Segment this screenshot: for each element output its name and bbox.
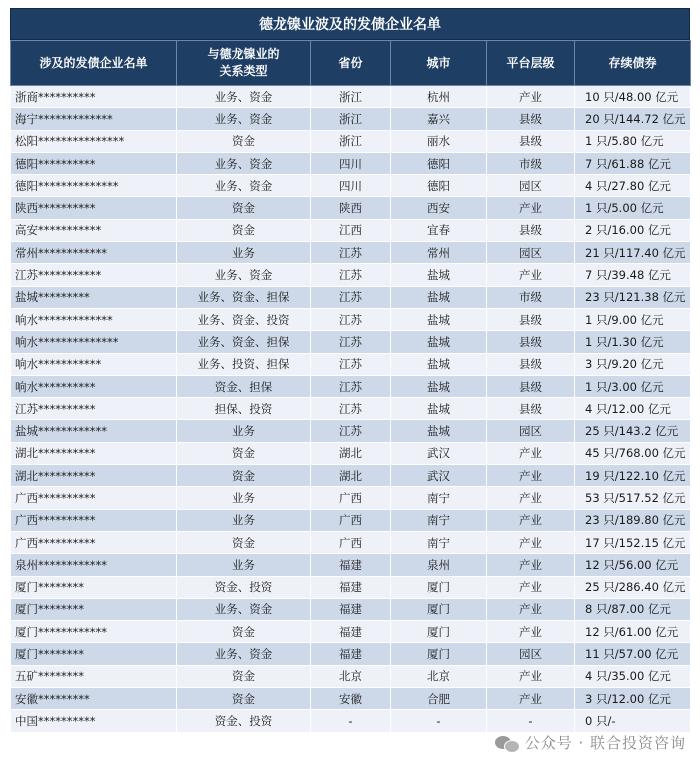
table-row	[11, 398, 691, 420]
province-cell: 江苏	[311, 375, 391, 397]
relation-type-cell: 资金	[177, 197, 311, 219]
relation-type-cell: 资金、投资	[177, 710, 311, 732]
watermark	[495, 732, 686, 753]
table-row	[11, 264, 691, 286]
platform-level-cell: 县级	[487, 398, 575, 420]
relation-type-cell: 业务、资金	[177, 175, 311, 197]
relation-type-cell: 业务、资金	[177, 643, 311, 665]
outstanding-bonds-cell: 12 只/56.00 亿元	[575, 554, 691, 576]
province-cell: 福建	[311, 643, 391, 665]
relation-type-cell: 资金	[177, 219, 311, 241]
issuer-name-cell: 常州************	[11, 242, 177, 264]
issuer-name-cell: 泉州************	[11, 554, 177, 576]
outstanding-bonds-cell: 4 只/27.80 亿元	[575, 175, 691, 197]
outstanding-bonds-cell: 1 只/5.00 亿元	[575, 197, 691, 219]
outstanding-bonds-cell: 1 只/9.00 亿元	[575, 308, 691, 330]
bond-issuer-table-container	[10, 8, 690, 733]
table-row	[11, 621, 691, 643]
issuer-name-cell: 德阳**************	[11, 175, 177, 197]
province-cell: 湖北	[311, 465, 391, 487]
city-cell: 盐城	[391, 264, 487, 286]
province-cell: 江苏	[311, 264, 391, 286]
platform-level-cell: 产业	[487, 465, 575, 487]
outstanding-bonds-cell: 2 只/16.00 亿元	[575, 219, 691, 241]
issuer-name-cell: 响水*************	[11, 308, 177, 330]
table-row	[11, 665, 691, 687]
relation-type-cell: 资金	[177, 621, 311, 643]
relation-type-cell: 业务	[177, 242, 311, 264]
watermark-text: 公众号 · 联合投资咨询	[524, 734, 686, 752]
platform-level-cell: 产业	[487, 487, 575, 509]
table-row	[11, 509, 691, 531]
issuer-name-cell: 厦门********	[11, 643, 177, 665]
col-province-header: 省份	[311, 41, 391, 86]
issuer-name-cell: 高安***********	[11, 219, 177, 241]
issuer-name-cell: 盐城************	[11, 420, 177, 442]
issuer-name-cell: 厦门********	[11, 598, 177, 620]
city-cell: 厦门	[391, 621, 487, 643]
city-cell: 德阳	[391, 175, 487, 197]
outstanding-bonds-cell: 3 只/12.00 亿元	[575, 688, 691, 710]
platform-level-cell: 产业	[487, 576, 575, 598]
issuer-name-cell: 广西**********	[11, 531, 177, 553]
city-cell: 武汉	[391, 442, 487, 464]
city-cell: 嘉兴	[391, 108, 487, 130]
province-cell: 浙江	[311, 108, 391, 130]
table-row	[11, 710, 691, 732]
relation-type-cell: 业务、资金、担保	[177, 286, 311, 308]
issuer-name-cell: 响水**************	[11, 331, 177, 353]
table-row	[11, 308, 691, 330]
issuer-name-cell: 厦门************	[11, 621, 177, 643]
city-cell: 厦门	[391, 598, 487, 620]
city-cell: 南宁	[391, 509, 487, 531]
col-outstanding-bonds-header: 存续债券	[575, 41, 691, 86]
relation-type-cell: 资金、担保	[177, 375, 311, 397]
table-row	[11, 465, 691, 487]
province-cell: 广西	[311, 487, 391, 509]
province-cell: 江苏	[311, 286, 391, 308]
province-cell: 福建	[311, 598, 391, 620]
platform-level-cell: 县级	[487, 375, 575, 397]
city-cell: 盐城	[391, 308, 487, 330]
issuer-name-cell: 松阳***************	[11, 130, 177, 152]
table-row	[11, 130, 691, 152]
platform-level-cell: 县级	[487, 108, 575, 130]
platform-level-cell: 园区	[487, 175, 575, 197]
outstanding-bonds-cell: 17 只/152.15 亿元	[575, 531, 691, 553]
province-cell: 江苏	[311, 353, 391, 375]
platform-level-cell: 市级	[487, 286, 575, 308]
relation-type-cell: 业务	[177, 487, 311, 509]
relation-type-cell: 资金、投资	[177, 576, 311, 598]
province-cell: 江苏	[311, 420, 391, 442]
city-cell: 盐城	[391, 420, 487, 442]
province-cell: 福建	[311, 576, 391, 598]
platform-level-cell: 县级	[487, 308, 575, 330]
city-cell: 丽水	[391, 130, 487, 152]
wechat-icon	[495, 734, 519, 752]
platform-level-cell: 产业	[487, 509, 575, 531]
outstanding-bonds-cell: 1 只/5.80 亿元	[575, 130, 691, 152]
bond-issuer-table	[10, 40, 691, 733]
table-title: 德龙镍业波及的发债企业名单	[10, 8, 690, 40]
platform-level-cell: 产业	[487, 86, 575, 108]
issuer-name-cell: 响水***********	[11, 353, 177, 375]
issuer-name-cell: 江苏**********	[11, 398, 177, 420]
province-cell: 江苏	[311, 308, 391, 330]
relation-type-cell: 业务	[177, 554, 311, 576]
platform-level-cell: 产业	[487, 621, 575, 643]
province-cell: 安徽	[311, 688, 391, 710]
city-cell: 盐城	[391, 331, 487, 353]
issuer-name-cell: 德阳**********	[11, 152, 177, 174]
issuer-name-cell: 五矿********	[11, 665, 177, 687]
province-cell: 福建	[311, 554, 391, 576]
city-cell: 泉州	[391, 554, 487, 576]
platform-level-cell: 产业	[487, 197, 575, 219]
province-cell: 江苏	[311, 242, 391, 264]
issuer-name-cell: 中国**********	[11, 710, 177, 732]
province-cell: 浙江	[311, 86, 391, 108]
city-cell: 德阳	[391, 152, 487, 174]
platform-level-cell: 县级	[487, 219, 575, 241]
city-cell: 宜春	[391, 219, 487, 241]
relation-type-cell: 资金	[177, 688, 311, 710]
platform-level-cell: 产业	[487, 531, 575, 553]
province-cell: -	[311, 710, 391, 732]
province-cell: 江西	[311, 219, 391, 241]
table-row	[11, 175, 691, 197]
relation-type-cell: 业务、资金	[177, 86, 311, 108]
table-row	[11, 286, 691, 308]
platform-level-cell: 产业	[487, 688, 575, 710]
col-platform-level-header: 平台层级	[487, 41, 575, 86]
issuer-name-cell: 湖北**********	[11, 442, 177, 464]
table-row	[11, 86, 691, 108]
outstanding-bonds-cell: 12 只/61.00 亿元	[575, 621, 691, 643]
outstanding-bonds-cell: 25 只/143.2 亿元	[575, 420, 691, 442]
table-body	[11, 86, 691, 733]
outstanding-bonds-cell: 7 只/39.48 亿元	[575, 264, 691, 286]
province-cell: 福建	[311, 621, 391, 643]
table-header	[11, 41, 691, 86]
relation-type-cell: 业务、投资、担保	[177, 353, 311, 375]
city-cell: 常州	[391, 242, 487, 264]
city-cell: 厦门	[391, 576, 487, 598]
table-row	[11, 152, 691, 174]
city-cell: 北京	[391, 665, 487, 687]
relation-type-cell: 资金	[177, 531, 311, 553]
relation-type-cell: 业务、资金	[177, 598, 311, 620]
outstanding-bonds-cell: 7 只/61.88 亿元	[575, 152, 691, 174]
outstanding-bonds-cell: 8 只/87.00 亿元	[575, 598, 691, 620]
platform-level-cell: 园区	[487, 420, 575, 442]
relation-type-cell: 资金	[177, 465, 311, 487]
relation-type-cell: 业务、资金、投资	[177, 308, 311, 330]
table-row	[11, 353, 691, 375]
col-city-header: 城市	[391, 41, 487, 86]
table-row	[11, 643, 691, 665]
table-row	[11, 375, 691, 397]
table-row	[11, 219, 691, 241]
city-cell: -	[391, 710, 487, 732]
relation-type-cell: 业务、资金	[177, 108, 311, 130]
city-cell: 南宁	[391, 487, 487, 509]
platform-level-cell: 园区	[487, 242, 575, 264]
province-cell: 浙江	[311, 130, 391, 152]
outstanding-bonds-cell: 3 只/9.20 亿元	[575, 353, 691, 375]
province-cell: 广西	[311, 531, 391, 553]
outstanding-bonds-cell: 20 只/144.72 亿元	[575, 108, 691, 130]
province-cell: 江苏	[311, 331, 391, 353]
issuer-name-cell: 盐城*********	[11, 286, 177, 308]
relation-type-cell: 资金	[177, 130, 311, 152]
city-cell: 盐城	[391, 353, 487, 375]
outstanding-bonds-cell: 10 只/48.00 亿元	[575, 86, 691, 108]
province-cell: 北京	[311, 665, 391, 687]
platform-level-cell: 园区	[487, 643, 575, 665]
outstanding-bonds-cell: 21 只/117.40 亿元	[575, 242, 691, 264]
relation-type-cell: 资金	[177, 442, 311, 464]
city-cell: 盐城	[391, 398, 487, 420]
outstanding-bonds-cell: 45 只/768.00 亿元	[575, 442, 691, 464]
province-cell: 江苏	[311, 398, 391, 420]
issuer-name-cell: 厦门********	[11, 576, 177, 598]
outstanding-bonds-cell: 4 只/35.00 亿元	[575, 665, 691, 687]
table-row	[11, 331, 691, 353]
outstanding-bonds-cell: 1 只/3.00 亿元	[575, 375, 691, 397]
platform-level-cell: 产业	[487, 442, 575, 464]
relation-type-cell: 业务	[177, 420, 311, 442]
table-row	[11, 598, 691, 620]
issuer-name-cell: 湖北**********	[11, 465, 177, 487]
outstanding-bonds-cell: 25 只/286.40 亿元	[575, 576, 691, 598]
city-cell: 南宁	[391, 531, 487, 553]
table-row	[11, 108, 691, 130]
relation-type-cell: 业务、资金、担保	[177, 331, 311, 353]
relation-type-cell: 业务	[177, 509, 311, 531]
issuer-name-cell: 广西**********	[11, 487, 177, 509]
col-issuer-name-header: 涉及的发债企业名单	[11, 41, 177, 86]
province-cell: 湖北	[311, 442, 391, 464]
outstanding-bonds-cell: 53 只/517.52 亿元	[575, 487, 691, 509]
issuer-name-cell: 安徽*********	[11, 688, 177, 710]
table-row	[11, 688, 691, 710]
table-row	[11, 487, 691, 509]
outstanding-bonds-cell: 23 只/121.38 亿元	[575, 286, 691, 308]
relation-type-cell: 业务、资金	[177, 152, 311, 174]
col-relation-type-header: 与德龙镍业的 关系类型	[177, 41, 311, 86]
city-cell: 西安	[391, 197, 487, 219]
outstanding-bonds-cell: 1 只/1.30 亿元	[575, 331, 691, 353]
platform-level-cell: -	[487, 710, 575, 732]
city-cell: 合肥	[391, 688, 487, 710]
relation-type-cell: 资金	[177, 665, 311, 687]
platform-level-cell: 产业	[487, 554, 575, 576]
province-cell: 陕西	[311, 197, 391, 219]
table-row	[11, 420, 691, 442]
table-row	[11, 197, 691, 219]
table-row	[11, 442, 691, 464]
outstanding-bonds-cell: 11 只/57.00 亿元	[575, 643, 691, 665]
province-cell: 四川	[311, 152, 391, 174]
platform-level-cell: 县级	[487, 331, 575, 353]
city-cell: 盐城	[391, 286, 487, 308]
province-cell: 四川	[311, 175, 391, 197]
outstanding-bonds-cell: 4 只/12.00 亿元	[575, 398, 691, 420]
city-cell: 盐城	[391, 375, 487, 397]
city-cell: 厦门	[391, 643, 487, 665]
city-cell: 杭州	[391, 86, 487, 108]
table-row	[11, 531, 691, 553]
table-row	[11, 554, 691, 576]
province-cell: 广西	[311, 509, 391, 531]
city-cell: 武汉	[391, 465, 487, 487]
relation-type-cell: 担保、投资	[177, 398, 311, 420]
platform-level-cell: 县级	[487, 130, 575, 152]
platform-level-cell: 产业	[487, 665, 575, 687]
relation-type-cell: 业务、资金	[177, 264, 311, 286]
outstanding-bonds-cell: 23 只/189.80 亿元	[575, 509, 691, 531]
platform-level-cell: 产业	[487, 264, 575, 286]
table-row	[11, 576, 691, 598]
issuer-name-cell: 浙商**********	[11, 86, 177, 108]
platform-level-cell: 县级	[487, 353, 575, 375]
issuer-name-cell: 陕西**********	[11, 197, 177, 219]
issuer-name-cell: 广西**********	[11, 509, 177, 531]
outstanding-bonds-cell: 0 只/-	[575, 710, 691, 732]
issuer-name-cell: 海宁*************	[11, 108, 177, 130]
issuer-name-cell: 响水**********	[11, 375, 177, 397]
issuer-name-cell: 江苏***********	[11, 264, 177, 286]
table-row	[11, 242, 691, 264]
platform-level-cell: 产业	[487, 598, 575, 620]
platform-level-cell: 市级	[487, 152, 575, 174]
outstanding-bonds-cell: 19 只/122.10 亿元	[575, 465, 691, 487]
